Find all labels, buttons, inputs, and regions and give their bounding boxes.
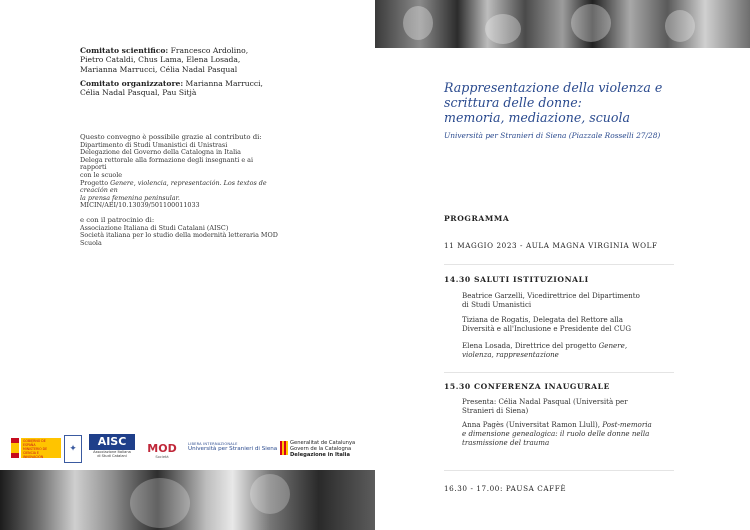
session2-item: Presenta: Célia Nadal Pasqual (Università per Stranieri di Siena) (462, 397, 628, 415)
program-heading: PROGRAMMA (444, 214, 510, 223)
project-code: MICIN/AEI/10.13039/501100011033 (80, 201, 200, 210)
session1-item: Tiziana de Rogatis, Delegata del Rettore alla Diversità e all'Inclusione e Presidente del CUG (462, 315, 632, 333)
event-title (444, 80, 704, 126)
session1-item: Beatrice Garzelli, Vicedirettrice del Dipartimento di Studi Umanistici (462, 291, 640, 309)
organizing-committee (80, 79, 265, 98)
support-line: con le scuole (80, 170, 123, 179)
program-date: 11 MAGGIO 2023 - AULA MAGNA VIRGINIA WOLF (444, 241, 658, 250)
gencat-line: Delegazione in Italia (290, 452, 350, 459)
footer-photo (0, 470, 375, 530)
scientific-committee-names: Francesco Ardolino, Pietro Cataldi, Chus Lama, Elena Losada, Marianna Marrucci, Célia Nadal Pasqual (80, 46, 249, 74)
gencat-logo (280, 440, 354, 462)
mod-logo (144, 442, 180, 464)
divider (444, 372, 674, 373)
patronage-intro: e con il patrocinio di: (80, 215, 155, 224)
patronage-line: Società italiana per lo studio della modernità letteraria MOD (80, 231, 278, 240)
scientific-committee-label: Comitato scientifico: (80, 46, 169, 55)
catalan-flag-icon (280, 441, 288, 455)
gencat-line: Generalitat de Catalunya (290, 440, 356, 446)
support-block (80, 134, 280, 247)
organizing-committee-label: Comitato organizzatore: (80, 79, 184, 88)
event-title-line: Rappresentazione della violenza e (444, 80, 663, 95)
project-line-2: la prensa femenina peninsular. MICIN/AEI/10.13039/501100011033 (80, 193, 200, 210)
support-line: Delega rettorale alla formazione degli insegnanti e ai rapporti (80, 155, 254, 172)
aisc-mark: AISC (89, 434, 135, 450)
event-venue: Università per Stranieri di Siena (Piazzale Rosselli 27/28) (444, 131, 661, 140)
event-title-line: memoria, mediazione, scuola (444, 110, 631, 126)
aisc-sub: di Studi Catalani (97, 454, 127, 459)
mod-mark: MOD (147, 442, 177, 455)
support-line: Delegazione del Governo della Catalogna in Italia (80, 148, 241, 157)
divider (444, 264, 674, 265)
event-title-line: scrittura delle donne: (444, 95, 582, 111)
organizing-committee-names: Marianna Marrucci, Célia Nadal Pasqual, Pau Sitjà (80, 79, 263, 98)
project-line: Progetto Genere, violencia, representación. Los textos de creación en (80, 178, 267, 195)
unistrasi-name: Università per Stranieri di Siena (188, 446, 278, 452)
divider (444, 470, 674, 471)
patronage-line: Scuola (80, 238, 102, 247)
header-photo (375, 0, 750, 48)
project-title: Genere, violencia, representación. Los textos de creación en (80, 178, 267, 195)
unistrasi-top: LIBERA INTERNAZIONALE (188, 442, 238, 446)
ministry-sub: MINISTERIO DE CIENCIA E INNOVACIÓN (23, 447, 48, 459)
unistrasi-logo (188, 442, 278, 460)
aisc-logo (89, 434, 135, 466)
session1-title: 14.30 SALUTI ISTITUZIONALI (444, 275, 589, 284)
emblem-icon: ✦ (64, 435, 82, 463)
session1-item: Elena Losada, Direttrice del progetto Genere, violenza, rappresentazione (462, 341, 628, 359)
gencat-line: Govern de la Catalogna (290, 446, 352, 453)
session2-item: Anna Pagès (Universitat Ramon Llull), Post-memoria e dimensione genealogica: il ruolo delle donne nella trasmissione del trauma (462, 420, 652, 447)
support-intro: Questo convegno è possibile grazie al contributo di: (80, 133, 262, 141)
coffee-break: 16.30 - 17.00: PAUSA CAFFÈ (444, 484, 567, 493)
mod-sub: Società (155, 455, 169, 459)
ministry-name: GOBIERNO DE ESPAÑA (23, 439, 46, 447)
session2-title: 15.30 CONFERENZA INAUGURALE (444, 382, 610, 391)
ministry-logo (10, 437, 62, 459)
scientific-committee (80, 46, 265, 74)
support-line: Dipartimento di Studi Umanistici di Unistrasi (80, 140, 228, 149)
patronage-line: Associazione Italiana di Studi Catalani (AISC) (80, 223, 229, 232)
aisc-sub: Associazione Italiana (93, 450, 131, 454)
spain-flag-icon (11, 438, 19, 458)
